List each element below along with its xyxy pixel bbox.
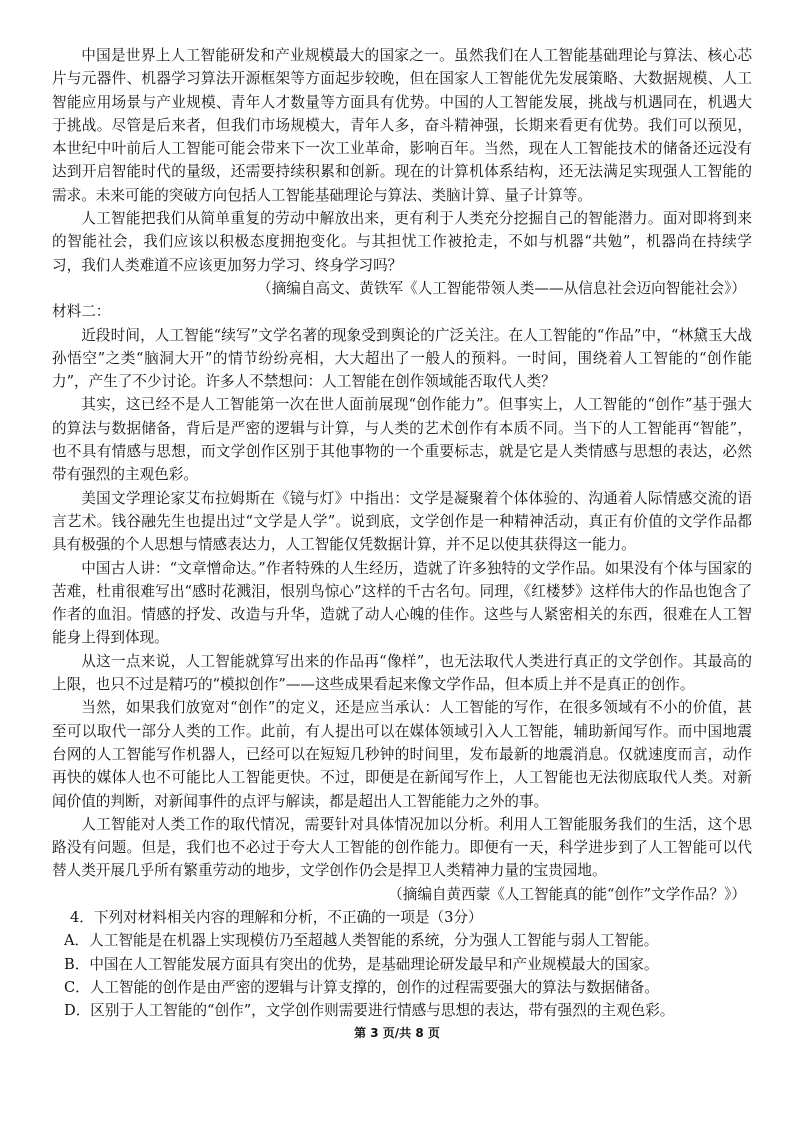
question-4-option-a: A．人工智能是在机器上实现模仿乃至超越人类智能的系统，分为强人工智能与弱人工智能。 xyxy=(64,932,659,950)
material2-paragraph-3: 美国文学理论家艾布拉姆斯在《镜与灯》中指出：文学是凝聚着个体体验的、沟通着人际情感交流的语言艺术。钱谷融先生也提出过“文学是人学”。说到底，文学创作是一种精神活动，真正有价值的文学作品都具有极强的个人思想与情感表达力，人工智能仅凭数据计算，并不足以使其获得这一能力。 xyxy=(52,489,752,554)
material1-paragraph-1: 中国是世界上人工智能研发和产业规模最大的国家之一。虽然我们在人工智能基础理论与算法、核心芯片与元器件、机器学习算法开源框架等方面起步较晚，但在国家人工智能优先发展策略、大数据规模、人工智能应用场景与产业规模、青年人才数量等方面具有优势。中国的人工智能发展，挑战与机遇同在，机遇大于挑战。尽管是后来者，但我们市场规模大，青年人多，奋斗精神强，长期来看更有优势。我们可以预见，本世纪中叶前后人工智能可能会带来下一次工业革命，影响百年。当然，现在人工智能技术的储备还远没有达到开启智能时代的量级，还需要持续积累和创新。现在的计算机体系结构，还无法满足实现强人工智能的需求。未来可能的突破方向包括人工智能基础理论与算法、类脑计算、量子计算等。 xyxy=(52,47,752,204)
page-number-footer: 第 3 页/共 8 页 xyxy=(354,1026,440,1040)
material2-paragraph-4: 中国古人讲：“文章憎命达。”作者特殊的人生经历，造就了许多独特的文学作品。如果没有个体与国家的苦难，杜甫很难写出“感时花溅泪，恨别鸟惊心”这样的千古名句。同理，《红楼梦》这样伟大的作品也饱含了作者的血泪。情感的抒发、改造与升华，造就了动人心魄的佳作。这些与人紧密相关的东西，很难在人工智能身上得到体现。 xyxy=(52,559,752,647)
question-4-option-c: C．人工智能的创作是由严密的逻辑与计算支撑的，创作的过程需要强大的算法与数据储备。 xyxy=(64,978,659,996)
material2-paragraph-5: 从这一点来说，人工智能就算写出来的作品再“像样”，也无法取代人类进行真正的文学创作。其最高的上限，也只不过是精巧的“模拟创作”——这些成果看起来像文学作品，但本质上并不是真正的创作。 xyxy=(52,652,752,694)
material2-paragraph-6: 当然，如果我们放宽对“创作”的定义，还是应当承认：人工智能的写作，在很多领域有不小的价值，甚至可以取代一部分人类的工作。此前，有人提出可以在媒体领域引入人工智能，辅助新闻写作。而中国地震台网的人工智能写作机器人，已经可以在短短几秒钟的时间里，发布最新的地震消息。仅就速度而言，动作再快的媒体人也不可能比人工智能更快。不过，即便是在新闻写作上，人工智能也无法彻底取代人类。对新闻价值的判断，对新闻事件的点评与解读，都是超出人工智能能力之外的事。 xyxy=(52,699,752,810)
material2-paragraph-1: 近段时间，人工智能“续写”文学名著的现象受到舆论的广泛关注。在人工智能的“作品”中，“林黛玉大战孙悟空”之类“脑洞大开”的情节纷纷亮相，大大超出了一般人的预料。一时间，围绕着人工智能的“创作能力”，产生了不少讨论。许多人不禁想问：人工智能在创作领域能否取代人类？ xyxy=(52,326,752,391)
material2-source: （摘编自黄西蒙《人工智能真的能“创作”文学作品？》） xyxy=(388,885,746,903)
question-4-option-d: D．区别于人工智能的“创作”，文学创作则需要进行情感与思想的表达，带有强烈的主观色彩。 xyxy=(64,1002,675,1020)
page-content xyxy=(52,44,752,1022)
material2-paragraph-7: 人工智能对人类工作的取代情况，需要针对具体情况加以分析。利用人工智能服务我们的生活，这个思路没有问题。但是，我们也不必过于夸大人工智能的创作能力。即便有一天，科学进步到了人工智能可以代替人类开展几乎所有繁重劳动的地步，文学创作仍会是捍卫人类精神力量的宝贵园地。 xyxy=(52,815,752,880)
material1-source: （摘编自高文、黄铁军《人工智能带领人类——从信息社会迈向智能社会》） xyxy=(257,279,746,297)
material1-paragraph-2: 人工智能把我们从简单重复的劳动中解放出来，更有利于人类充分挖掘自己的智能潜力。面对即将到来的智能社会，我们应该以积极态度拥抱变化。与其担忧工作被抢走，不如与机器“共勉”，机器尚在持续学习，我们人类难道不应该更加努力学习、终身学习吗？ xyxy=(52,210,752,274)
material2-heading: 材料二： xyxy=(52,303,111,321)
material2-paragraph-2: 其实，这已经不是人工智能第一次在世人面前展现“创作能力”。但事实上，人工智能的“创作”基于强大的算法与数据储备，背后是严密的逻辑与计算，与人类的艺术创作有本质不同。当下的人工智能再“智能”，也不具有情感与思想，而文学创作区别于其他事物的一个重要标志，就是它是人类情感与思想的表达，必然带有强烈的主观色彩。 xyxy=(52,396,752,484)
question-4-option-b: B．中国在人工智能发展方面具有突出的优势，是基础理论研发最早和产业规模最大的国家。 xyxy=(64,955,659,973)
question-4-title: 4．下列对材料相关内容的理解和分析，不正确的一项是（3分） xyxy=(70,908,483,926)
